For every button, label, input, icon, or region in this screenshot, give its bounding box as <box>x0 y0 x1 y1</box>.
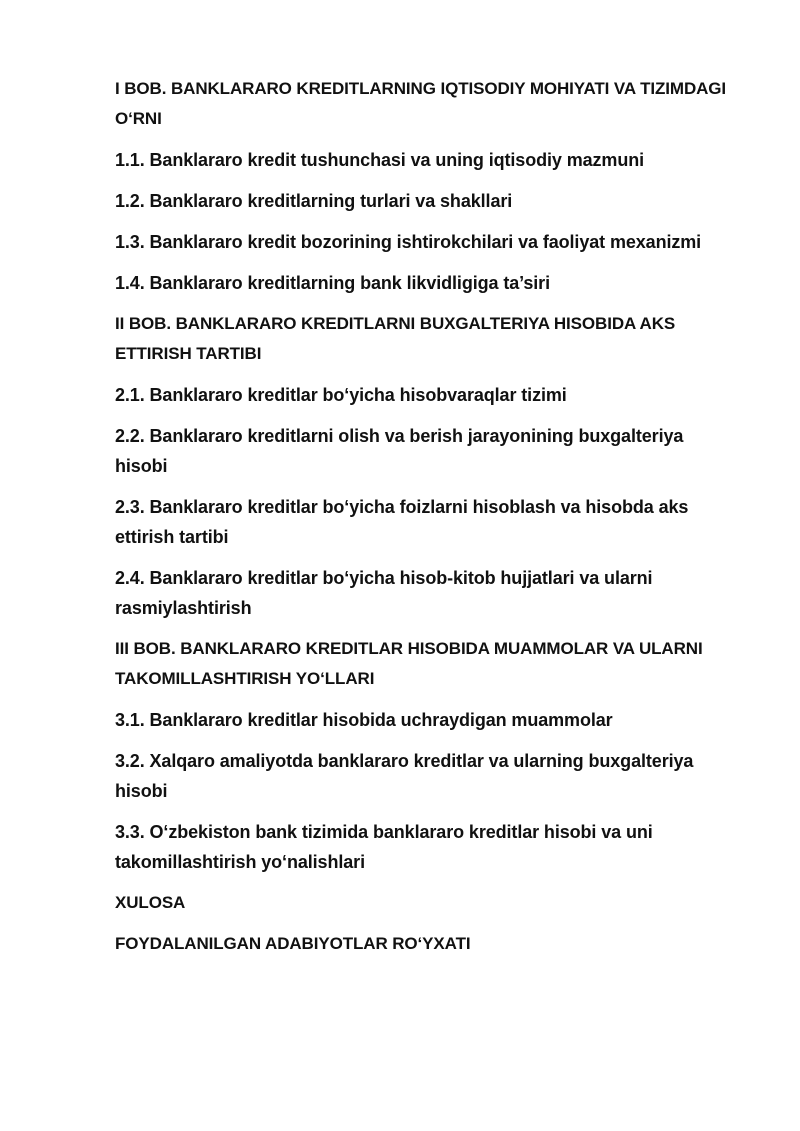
section-2-3: 2.3. Banklararo kreditlar bo‘yicha foizlarni hisoblash va hisobda aks ettirish tartibi <box>115 497 689 547</box>
section-2-1: 2.1. Banklararo kreditlar bo‘yicha hisobvaraqlar tizimi <box>115 385 567 405</box>
section-1-3: 1.3. Banklararo kredit bozorining ishtirokchilari va faoliyat mexanizmi <box>115 232 702 252</box>
chapter-2-heading: II BOB. BANKLARARO KREDITLARNI BUXGALTERIYA HISOBIDA AKS ETTIRISH TARTIBI <box>115 314 676 363</box>
section-1-4: 1.4. Banklararo kreditlarning bank likvidligiga ta’siri <box>115 273 550 293</box>
section-2-2: 2.2. Banklararo kreditlarni olish va berish jarayonining buxgalteriya hisobi <box>115 426 684 476</box>
section-1-2: 1.2. Banklararo kreditlarning turlari va shakllari <box>115 191 513 211</box>
chapter-3-heading: III BOB. BANKLARARO KREDITLAR HISOBIDA MUAMMOLAR VA ULARNI TAKOMILLASHTIRISH YO‘LLARI <box>115 639 703 688</box>
references-heading: FOYDALANILGAN ADABIYOTLAR RO‘YXATI <box>115 934 471 953</box>
chapter-1-heading: I BOB. BANKLARARO KREDITLARNING IQTISODIY MOHIYATI VA TIZIMDAGI O‘RNI <box>115 79 727 128</box>
table-of-contents <box>115 74 735 970</box>
section-3-2: 3.2. Xalqaro amaliyotda banklararo kreditlar va ularning buxgalteriya hisobi <box>115 751 694 801</box>
section-2-4: 2.4. Banklararo kreditlar bo‘yicha hisob-kitob hujjatlari va ularni rasmiylashtirish <box>115 568 653 618</box>
section-3-3: 3.3. O‘zbekiston bank tizimida banklararo kreditlar hisobi va uni takomillashtirish yo‘nalishlari <box>115 822 653 872</box>
section-3-1: 3.1. Banklararo kreditlar hisobida uchraydigan muammolar <box>115 710 613 730</box>
section-1-1: 1.1. Banklararo kredit tushunchasi va uning iqtisodiy mazmuni <box>115 150 645 170</box>
conclusion-heading: XULOSA <box>115 893 186 912</box>
